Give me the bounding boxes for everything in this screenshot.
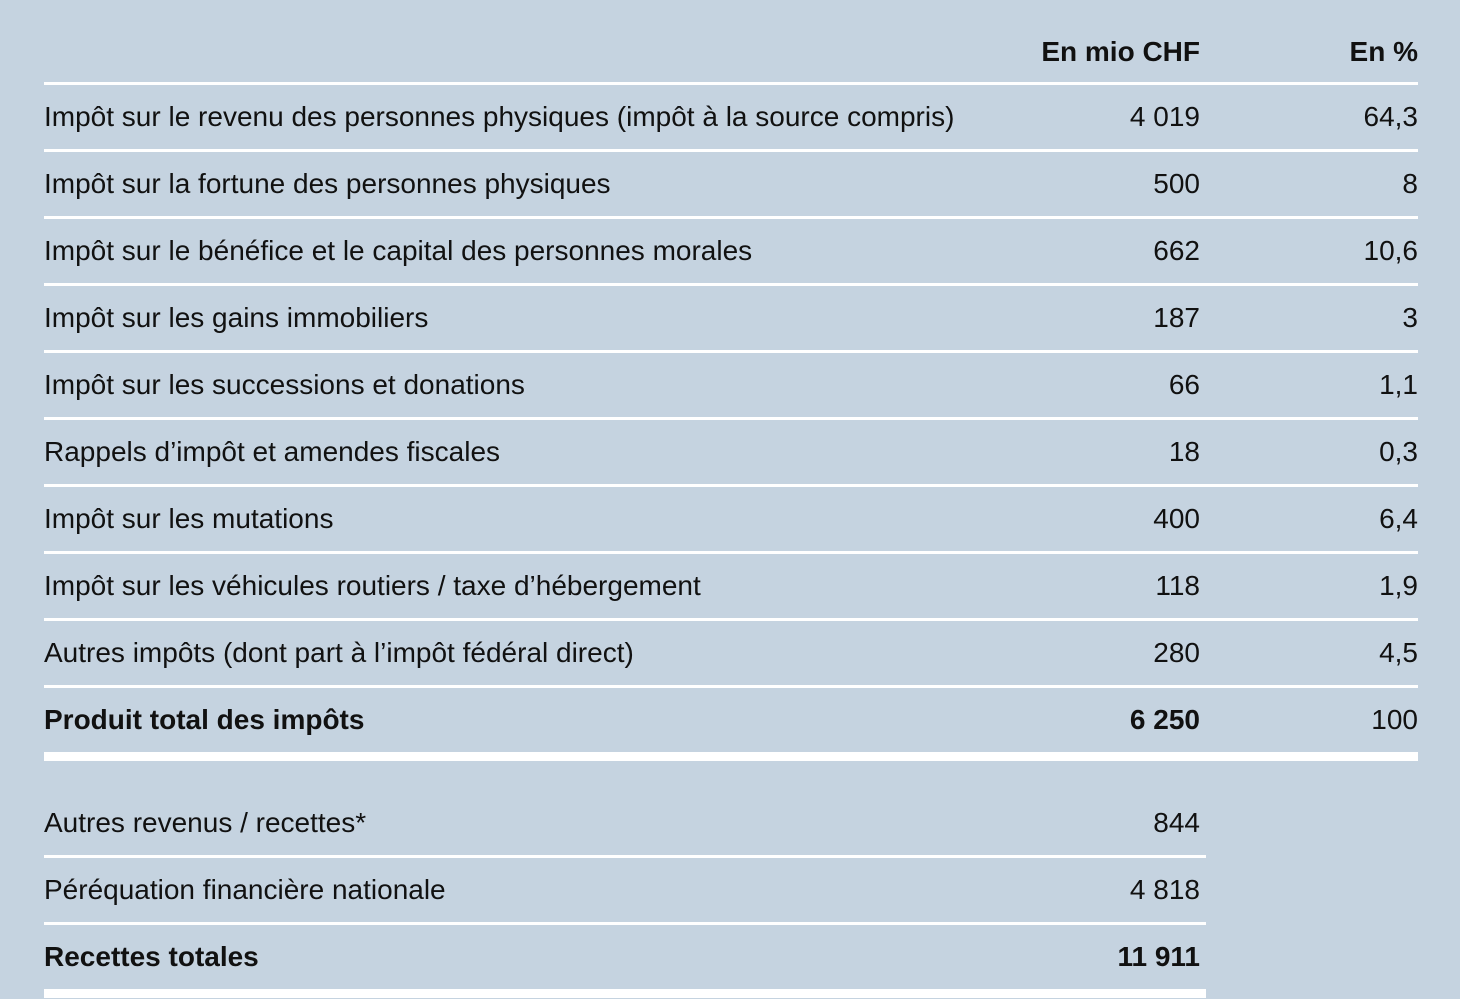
row-label: Rappels d’impôt et amendes fiscales [44,436,501,467]
table-header [44,0,1418,82]
row-value-percent: 0,3 [1379,436,1418,467]
table-row [44,791,1206,855]
table-row [44,487,1418,551]
row-label: Impôt sur les véhicules routiers / taxe d’hébergement [44,570,701,601]
row-value-percent: 1,9 [1379,570,1418,601]
row-value-percent: 8 [1402,168,1418,199]
table-row [44,85,1418,149]
table-row [44,152,1418,216]
row-value-chf: 500 [1153,168,1200,199]
section-divider [44,752,1418,761]
row-value-chf: 18 [1168,436,1200,467]
row-value-chf: 187 [1153,302,1200,333]
row-value-percent: 10,6 [1363,235,1418,266]
column-header-percent: En % [1349,36,1418,67]
row-label: Autres revenus / recettes* [44,807,367,838]
revenue-table [44,0,1418,998]
table-row [44,353,1418,417]
row-label: Impôt sur les gains immobiliers [44,302,429,333]
row-value-chf: 662 [1153,235,1200,266]
row-value-chf: 844 [1153,807,1200,838]
row-value-chf: 280 [1153,637,1200,668]
table-row [44,219,1418,283]
section-divider [44,989,1206,998]
grand-total-chf: 11 911 [1117,941,1200,972]
row-value-percent: 3 [1402,302,1418,333]
table-row [44,420,1418,484]
column-header-chf: En mio CHF [1041,36,1200,67]
other-revenue-section [44,791,1206,998]
row-value-chf: 66 [1168,369,1200,400]
tax-total-percent: 100 [1371,704,1418,735]
tax-total-label: Produit total des impôts [44,704,365,735]
row-value-chf: 400 [1153,503,1200,534]
row-value-chf: 4 019 [1129,101,1200,132]
row-value-chf: 118 [1155,570,1200,601]
row-label: Autres impôts (dont part à l’impôt fédéral direct) [44,637,634,668]
table-row [44,858,1206,922]
row-label: Péréquation financière nationale [44,874,446,905]
row-value-percent: 1,1 [1379,369,1418,400]
tax-total-chf: 6 250 [1129,704,1200,735]
grand-total-label: Recettes totales [44,941,259,972]
row-label: Impôt sur la fortune des personnes physiques [44,168,611,199]
row-value-percent: 6,4 [1379,503,1418,534]
row-value-chf: 4 818 [1129,874,1200,905]
row-label: Impôt sur les successions et donations [44,369,525,400]
grand-total-row [44,925,1206,989]
table-row [44,286,1418,350]
table-row [44,554,1418,618]
row-label: Impôt sur le bénéfice et le capital des personnes morales [44,235,753,266]
row-label: Impôt sur les mutations [44,503,334,534]
tax-total-row [44,688,1418,752]
table-row [44,621,1418,685]
row-value-percent: 4,5 [1379,637,1418,668]
row-value-percent: 64,3 [1363,101,1418,132]
row-label: Impôt sur le revenu des personnes physiques (impôt à la source compris) [44,101,955,132]
